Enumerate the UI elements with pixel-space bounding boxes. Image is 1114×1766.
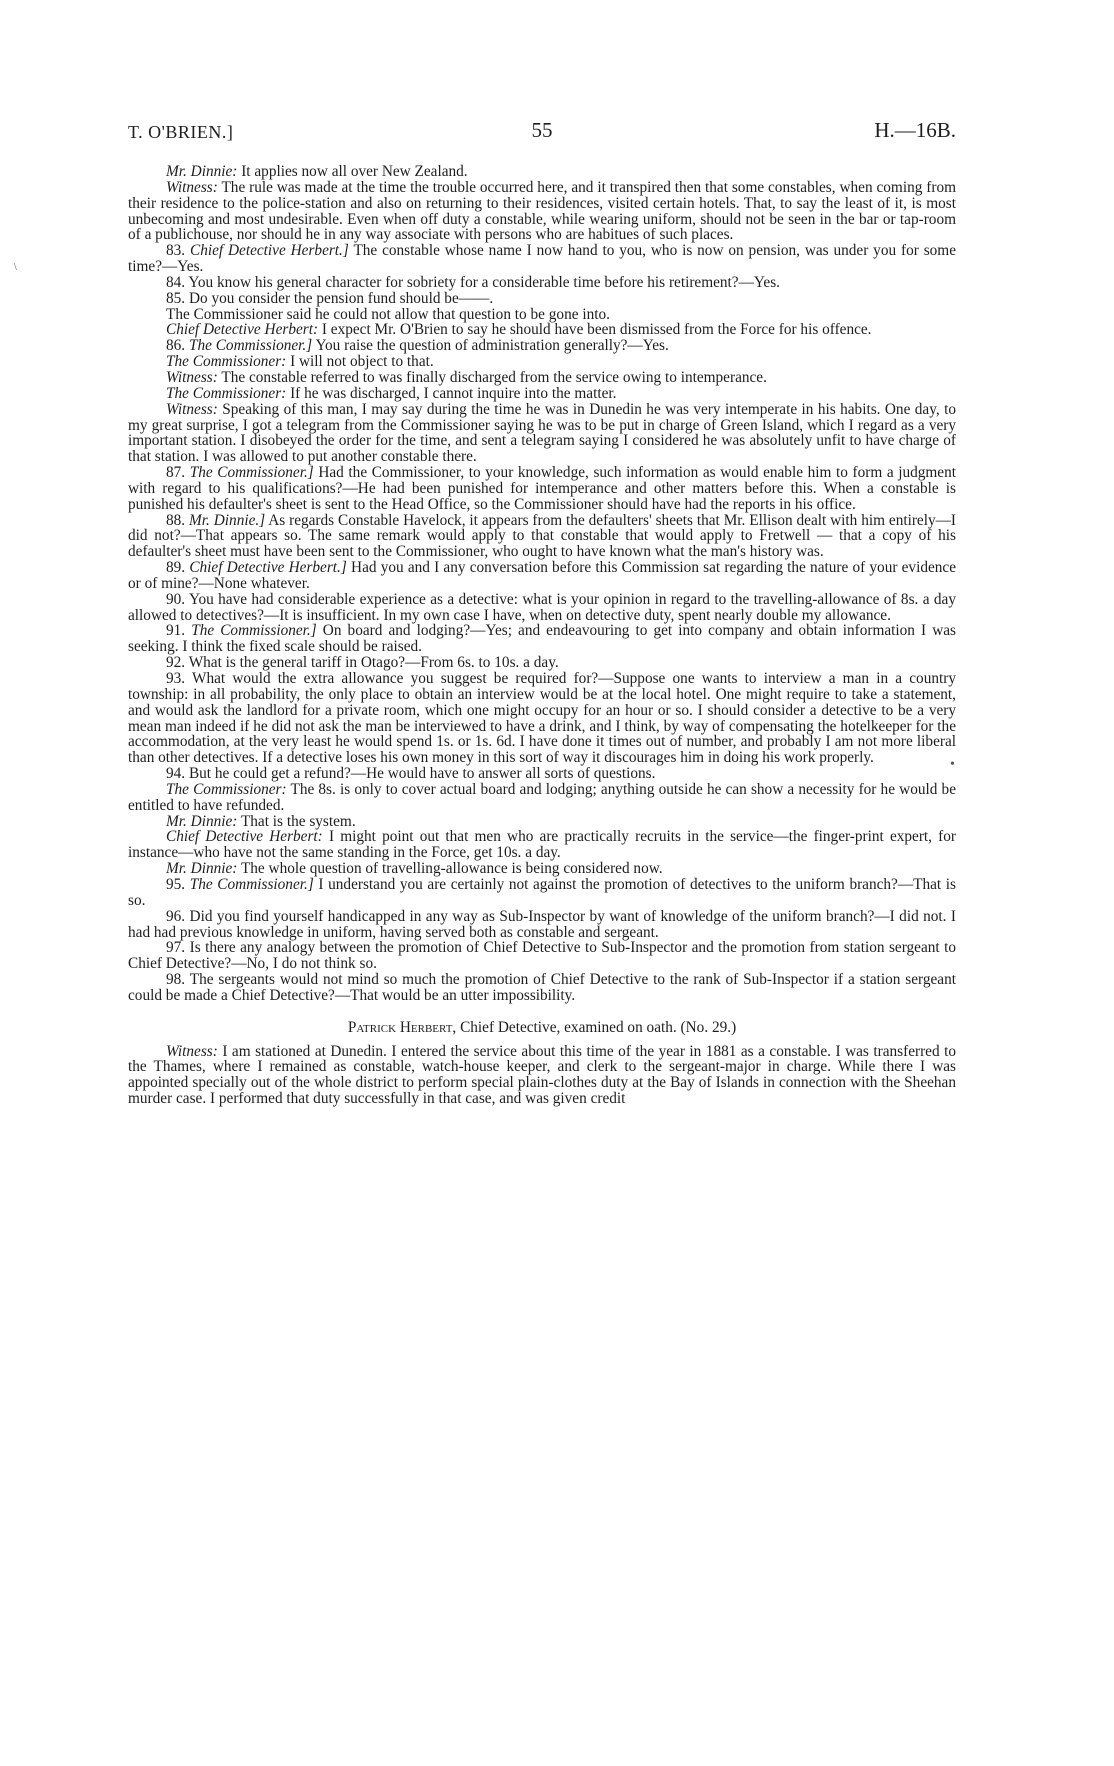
- question-number: 85.: [166, 289, 186, 307]
- paragraph: [128, 513, 956, 561]
- section-heading-rest: Chief Detective, examined on oath. (No. 29.): [456, 1018, 737, 1036]
- header-left-label: T. O'BRIEN.]: [128, 122, 234, 142]
- paragraph: [128, 338, 956, 354]
- paragraph-text: I understand you are certainly not against the promotion of detectives to the uniform branch?—That is so.: [128, 875, 956, 909]
- paragraph: [128, 972, 956, 1004]
- question-number: 95.: [166, 875, 186, 893]
- paragraph-text: As regards Constable Havelock, it appears from the defaulters' sheets that Mr. Ellison dealt with him entirely—I did not?—That appears so. The same remark would apply to that constable that would apply to Fretwell — that a copy of his defaulter's sheet must have been sent to the Commissioner, who ought to have known what the man's history was.: [128, 511, 957, 561]
- document-reference: H.—16B.: [874, 118, 956, 142]
- paragraph: [128, 623, 956, 655]
- paragraph: [128, 243, 956, 275]
- page-header: [128, 118, 956, 146]
- paragraph-text: Did you find yourself handicapped in any way as Sub-Inspector by want of knowledge of the uniform branch?—I did not. I had had previous knowledge in uniform, having served both as constable and sergeant.: [128, 907, 956, 941]
- question-number: 88.: [166, 511, 186, 529]
- paragraph: [128, 766, 956, 782]
- question-number: 98.: [166, 971, 186, 989]
- paragraph: [128, 386, 956, 402]
- paragraph-text: The Commissioner said he could not allow that question to be gone into.: [166, 305, 610, 323]
- speaker-label: Mr. Dinnie:: [166, 812, 238, 830]
- speaker-label: Witness:: [166, 1042, 218, 1060]
- speaker-label: Chief Detective Herbert:: [166, 321, 319, 339]
- speaker-label: Mr. Dinnie:: [166, 860, 238, 878]
- paragraph: [128, 275, 956, 291]
- speaker-label: The Commissioner.]: [189, 875, 314, 893]
- paragraph: [128, 861, 956, 877]
- speaker-label: Chief Detective Herbert.]: [190, 242, 349, 260]
- paragraph: [128, 354, 956, 370]
- speaker-label: Chief Detective Herbert:: [166, 828, 323, 846]
- paragraph-list: [128, 164, 956, 1004]
- speaker-label: Witness:: [166, 178, 218, 196]
- paragraph: [128, 560, 956, 592]
- paragraph: [128, 180, 956, 243]
- question-number: 83.: [166, 242, 186, 260]
- paragraph-text: The rule was made at the time the trouble occurred here, and it transpired then that some constables, when coming from their residence to the police-station and also on returning to their residences, visited certain hotels. That, to say the least of it, is most unbecoming and most undesirable. Even when off duty a constable, while wearing uniform, should not be seen in the bar or tap-room of a publichouse, nor should he in any way associate with persons who are habitues of such places.: [128, 178, 956, 244]
- speaker-label: Witness:: [166, 400, 218, 418]
- paragraph: [128, 814, 956, 830]
- margin-dot: •: [950, 757, 955, 772]
- speaker-label: The Commissioner.]: [191, 622, 317, 640]
- question-number: 87.: [166, 464, 186, 482]
- question-number: 86.: [166, 337, 186, 355]
- paragraph-text: What is the general tariff in Otago?—From 6s. to 10s. a day.: [188, 654, 559, 672]
- paragraph-text: What would the extra allowance you suggest be required for?—Suppose one wants to interview a man in a country township: in all probability, the only place to obtain an interview would be at the local hotel. One might require to take a statement, and would ask the landlord for a private room, which one might occupy for an hour or so. I should consider a detective to be a very mean man indeed if he did not ask the man be interviewed to have a drink, and I think, by way of compensating the hotelkeeper for the accommodation, at the very least he would spend 1s. or 1s. 6d. I have done it times out of number, and probably I am not more liberal than other detectives. If a detective loses his own money in this sort of way it discourages him in doing his work properly.: [128, 670, 956, 767]
- paragraph-text: You have had considerable experience as a detective: what is your opinion in regard to the travelling-allowance of 8s. a day allowed to detectives?—It is insufficient. In my own case I have, when on detective duty, spent nearly double my allowance.: [128, 590, 956, 624]
- paragraph: [128, 940, 956, 972]
- question-number: 84.: [166, 273, 186, 291]
- paragraph-text: I might point out that men who are practically recruits in the service—the finger-print expert, for instance—who have not the same standing in the Force, get 10s. a day.: [128, 828, 956, 862]
- paragraph: [128, 164, 956, 180]
- paragraph-text: Do you consider the pension fund should be——.: [188, 289, 494, 307]
- paragraph-text: I am stationed at Dunedin. I entered the service about this time of the year in 1881 as a constable. I was transferred to the Thames, where I remained as constable, watch-house keeper, and clerk to the sergeant-major in charge. While there I was appointed specially out of the whole district to perform special plain-clothes duty at the Bay of Islands in connection with the Sheehan murder case. I performed that duty successfully in that case, and was given credit: [128, 1042, 956, 1108]
- paragraph: [128, 322, 956, 338]
- speaker-label: Witness:: [166, 368, 218, 386]
- page-number: 55: [531, 118, 553, 142]
- speaker-label: Chief Detective Herbert.]: [189, 559, 347, 577]
- witness-name: Patrick Herbert,: [347, 1018, 457, 1036]
- paragraph-text: The whole question of travelling-allowance is being considered now.: [237, 860, 663, 878]
- speaker-label: Mr. Dinnie.]: [189, 511, 266, 529]
- question-number: 93.: [166, 670, 186, 687]
- document-body: [128, 164, 956, 1107]
- paragraph: [128, 307, 956, 323]
- question-number: 89.: [166, 559, 186, 577]
- question-number: 92.: [166, 654, 186, 672]
- margin-mark: \: [14, 262, 17, 273]
- paragraph-text: Speaking of this man, I may say during the time he was in Dunedin he was very intemperate in his habits. One day, to my great surprise, I got a telegram from the Commissioner saying he was to be put in charge of Green Island, which I regard as a very important station. I disobeyed the order for the time, and sent a telegram saying I considered he was absolutely unfit to have charge of that station. I was allowed to put another constable there.: [128, 400, 956, 466]
- paragraph-text: I expect Mr. O'Brien to say he should have been dismissed from the Force for his offence.: [318, 321, 872, 339]
- question-number: 91.: [166, 622, 186, 640]
- question-number: 94.: [166, 765, 186, 783]
- paragraph: [128, 465, 956, 513]
- section-heading: [128, 1020, 956, 1036]
- paragraph-text: You know his general character for sobriety for a considerable time before his retirement?—Yes.: [188, 273, 780, 291]
- paragraph: [128, 877, 956, 909]
- paragraph-text: But he could get a refund?—He would have to answer all sorts of questions.: [188, 765, 656, 783]
- paragraph-text: I will not object to that.: [286, 353, 434, 371]
- paragraph-text: The constable whose name I now hand to you, who is now on pension, was under you for some time?—Yes.: [128, 242, 956, 276]
- paragraph: [128, 655, 956, 671]
- speaker-label: The Commissioner:: [166, 780, 287, 798]
- paragraph-text: The sergeants would not mind so much the promotion of Chief Detective to the rank of Sub-Inspector if a station sergeant could be made a Chief Detective?—That would be an utter impossibility.: [128, 971, 956, 1004]
- speaker-label: The Commissioner.]: [188, 337, 313, 355]
- paragraph: [128, 829, 956, 861]
- paragraph-text: That is the system.: [237, 812, 356, 830]
- question-number: 90.: [166, 590, 186, 608]
- paragraph: [128, 909, 956, 941]
- paragraph: [128, 782, 956, 814]
- speaker-label: Mr. Dinnie:: [166, 163, 238, 180]
- closing-paragraph: [128, 1044, 956, 1107]
- paragraph-text: Had the Commissioner, to your knowledge, such information as would enable him to form a judgment with regard to his qualifications?—He had been punished for intemperance and other matters before this. When a constable is punished his defaulter's sheet is sent to the Head Office, so the Commissioner should have had the reports in his office.: [128, 464, 956, 513]
- paragraph-text: You raise the question of administration generally?—Yes.: [312, 337, 669, 355]
- paragraph: [128, 671, 956, 766]
- paragraph-text: Had you and I any conversation before this Commission sat regarding the nature of your evidence or of mine?—None whatever.: [128, 559, 956, 592]
- speaker-label: The Commissioner.]: [189, 464, 314, 482]
- paragraph-text: It applies now all over New Zealand.: [237, 163, 468, 180]
- paragraph: [128, 291, 956, 307]
- paragraph-text: Is there any analogy between the promotion of Chief Detective to Sub-Inspector and the promotion from station sergeant to Chief Detective?—No, I do not think so.: [128, 939, 956, 973]
- paragraph: [128, 402, 956, 465]
- paragraph: [128, 370, 956, 386]
- speaker-label: The Commissioner:: [166, 353, 287, 371]
- paragraph-text: The 8s. is only to cover actual board and lodging; anything outside he can show a necessity for he would be entitled to have refunded.: [128, 780, 956, 814]
- question-number: 96.: [166, 907, 186, 925]
- paragraph-text: The constable referred to was finally discharged from the service owing to intemperance.: [217, 368, 767, 386]
- question-number: 97.: [166, 939, 186, 957]
- paragraph-text: On board and lodging?—Yes; and endeavouring to get into company and obtain information I was seeking. I think the fixed scale should be raised.: [128, 622, 956, 656]
- paragraph-text: If he was discharged, I cannot inquire into the matter.: [286, 384, 617, 402]
- paragraph: [128, 592, 956, 624]
- speaker-label: The Commissioner:: [166, 384, 287, 402]
